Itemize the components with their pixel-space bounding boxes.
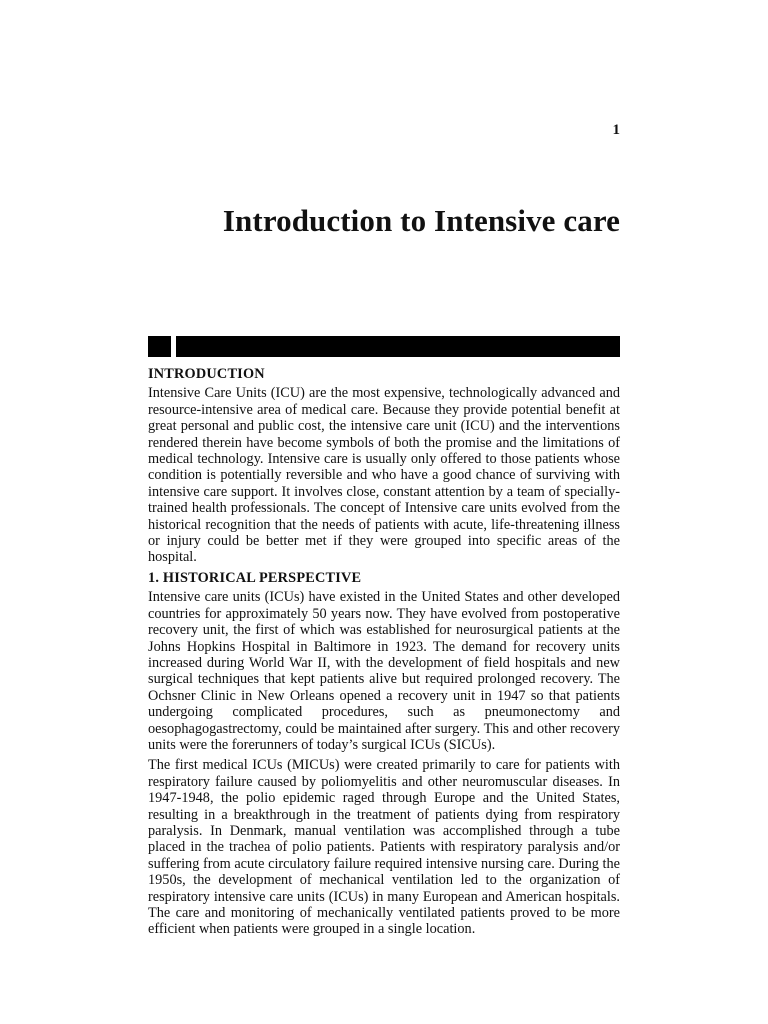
paragraph-historical-2: The first medical ICUs (MICUs) were created primarily to care for patients with respiratory failure caused by poliomyelitis and other neuromuscular diseases. In 1947-1948, the polio epidemic raged through Europe and the United States, resulting in a breakthrough in the treatment of patients dying from respiratory paralysis. In Denmark, manual ventilation was accomplished through a tube placed in the trachea of polio patients. Patients with respiratory paralysis and/or suffering from acute circulatory failure required intensive nursing care. During the 1950s, the development of mechanical ventilation led to the organization of respiratory intensive care units (ICUs) in many European and American hospitals. The care and monitoring of mechanically ventilated patients proved to be more efficient when patients were grouped in a single location. xyxy=(148,757,620,938)
chapter-title: Introduction to Intensive care xyxy=(222,203,620,238)
rule-square-block xyxy=(148,336,171,357)
section-heading-introduction: INTRODUCTION xyxy=(148,366,265,382)
paragraph-historical-1: Intensive care units (ICUs) have existed in the United States and other developed countries for approximately 50 years now. They have evolved from postoperative recovery unit, the first of which was established for neurosurgical patients at the Johns Hopkins Hospital in Baltimore in 1923. The demand for recovery units increased during World War II, with the development of field hospitals and new surgical techniques that kept patients alive but required prolonged recovery. The Ochsner Clinic in New Orleans opened a recovery unit in 1947 so that patients undergoing complicated procedures, such as pneumonectomy and oesophagogastrectomy, could be maintained after surgery. This and other recovery units were the forerunners of today’s surgical ICUs (SICUs). xyxy=(148,589,620,753)
rule-long-block xyxy=(176,336,620,357)
body-text xyxy=(148,366,620,942)
page-number: 1 xyxy=(612,122,620,138)
section-heading-historical-perspective: 1. HISTORICAL PERSPECTIVE xyxy=(148,569,362,586)
section-rule-bar xyxy=(148,336,620,357)
paragraph-introduction: Intensive Care Units (ICU) are the most expensive, technologically advanced and resource-intensive area of medical care. Because they provide potential benefit at great personal and public cost, the intensive care unit (ICU) and the interventions rendered therein have become symbols of both the promise and the limitations of medical technology. Intensive care is usually only offered to those patients whose condition is potentially reversible and who have a good chance of surviving with intensive care support. It involves close, constant attention by a team of specially-trained health professionals. The concept of Intensive care units evolved from the historical recognition that the needs of patients with acute, life-threatening illness or injury could be better met if they were grouped into specific areas of the hospital. xyxy=(148,385,620,566)
